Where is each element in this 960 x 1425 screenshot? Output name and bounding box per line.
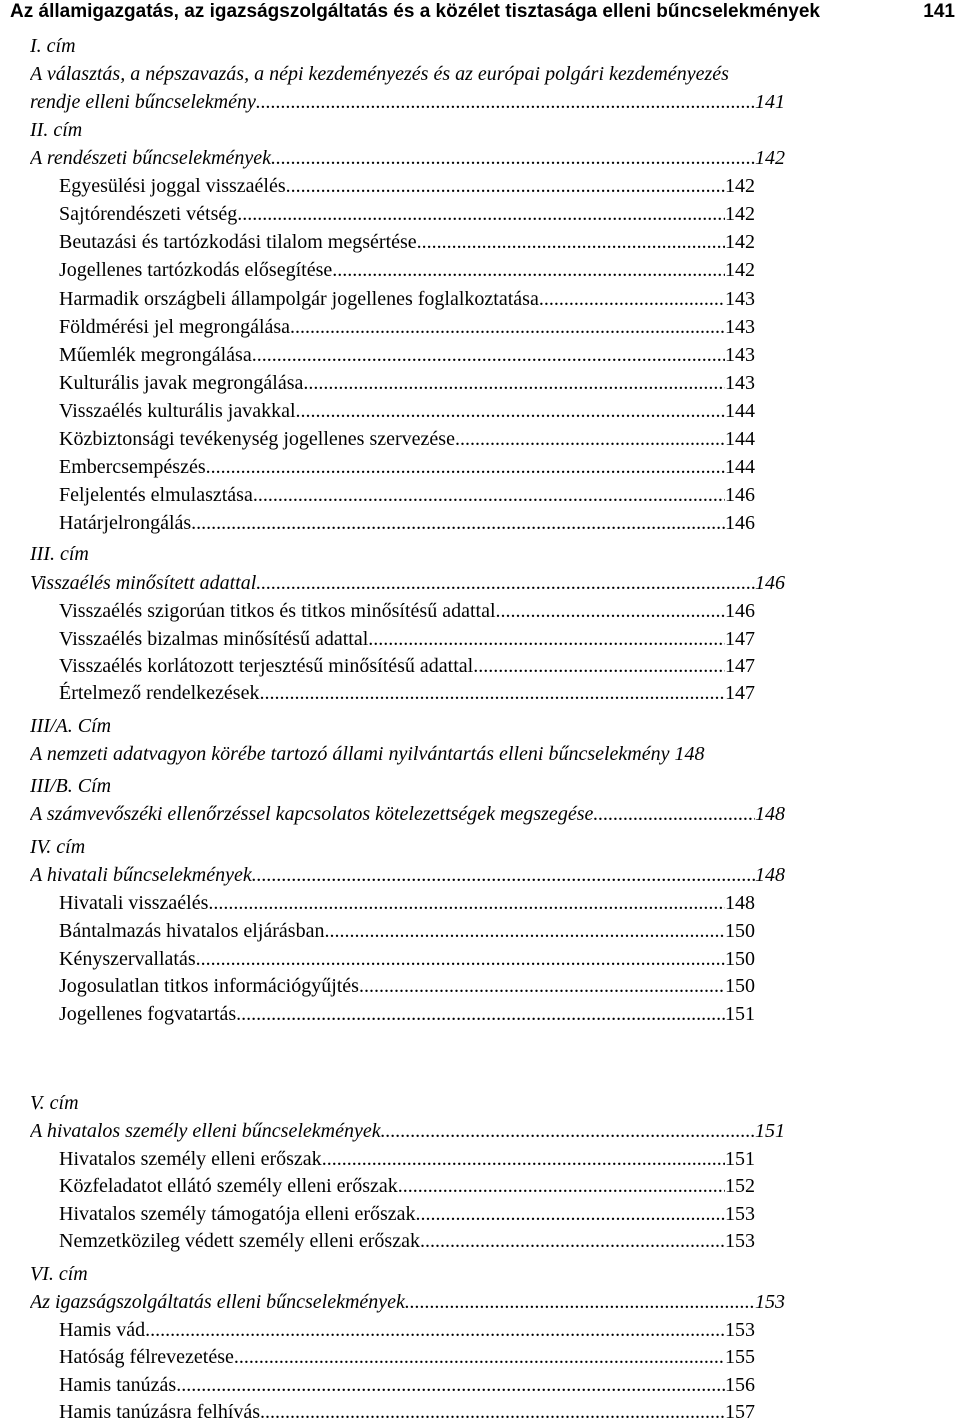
toc-entry [59,598,755,624]
dot-leader [256,89,755,115]
toc-title-line: A választás, a népszavazás, a népi kezdeményezés és az európai polgári kezdeményezés [30,63,729,85]
dot-leader [260,1399,725,1425]
dot-leader [296,398,725,424]
toc-entry-row [59,398,755,424]
toc-entry-row [59,1146,755,1172]
toc-entry-label: Hamis tanúzás [59,1374,177,1396]
toc-entry-label: A számvevőszéki ellenőrzéssel kapcsolatos kötelezettségek megszegése [30,803,594,825]
toc-entry [59,946,755,972]
toc-entry-row [59,229,755,255]
toc-chapter-entry [30,801,785,827]
dot-leader [234,1344,725,1370]
dot-leader [455,426,725,452]
toc-entry [59,1146,755,1172]
toc-entry-row [59,973,755,999]
dot-leader [496,598,725,624]
page-number: 141 [923,1,955,22]
dot-leader [259,680,725,706]
toc-entry-page: 146 [725,600,755,622]
toc-entry [59,1344,755,1370]
toc-entry-label: Közbiztonsági tevékenység jogellenes szervezése [59,428,455,450]
toc-entry [59,454,755,480]
dot-leader [324,918,725,944]
toc-entry-row [59,510,755,536]
toc-entry-label: Visszaélés minősített adattal [30,572,257,594]
toc-entry-page: 153 [725,1203,755,1225]
toc-entry-label: Hivatalos személy elleni erőszak [59,1148,322,1170]
toc-entry-row [59,890,755,916]
dot-leader [303,370,725,396]
toc-entry-page: 142 [755,147,785,169]
dot-leader [405,1289,755,1315]
toc-entry [59,286,755,312]
toc-entry-label: Jogellenes fogvatartás [59,1003,237,1025]
toc-entry-label: Harmadik országbeli állampolgár jogellenes foglalkoztatása [59,288,539,310]
toc-part-heading: III. cím [30,543,89,565]
dot-leader [237,201,725,227]
toc-entry-page: 151 [755,1120,785,1142]
toc-entry-label: Sajtórendészeti vétség [59,203,238,225]
toc-entry-page: 147 [725,628,755,650]
toc-entry [59,257,755,283]
toc-entry-page: 153 [755,1291,785,1313]
toc-part-heading: II. cím [30,119,83,141]
toc-entry-page: 146 [725,484,755,506]
toc-entry-label: Egyesülési joggal visszaélés [59,175,286,197]
toc-part-heading: VI. cím [30,1263,88,1285]
dot-leader [236,1001,725,1027]
toc-entry-row [59,314,755,340]
dot-leader [416,1201,725,1227]
toc-entry-row [59,173,755,199]
dot-leader [359,973,725,999]
dot-leader [256,570,755,596]
toc-entry-page: 150 [725,920,755,942]
toc-entry-row [59,626,755,652]
toc-entry-page: 144 [725,400,755,422]
toc-chapter-entry [30,145,785,171]
toc-entry-page: 151 [725,1148,755,1170]
dot-leader [196,946,725,972]
toc-entry [59,680,755,706]
dot-leader [253,482,725,508]
toc-entry-label: Hatóság félrevezetése [59,1346,234,1368]
toc-entry-label: Földmérési jel megrongálása [59,316,291,338]
toc-entry-label: Jogosulatlan titkos információgyűjtés [59,975,359,997]
dot-leader [271,145,755,171]
toc-entry-row [59,201,755,227]
dot-leader [290,314,725,340]
toc-entry-row [59,1344,755,1370]
toc-entry-row [30,801,785,827]
toc-entry-page: 148 [755,864,785,886]
toc-entry-page: 143 [725,372,755,394]
toc-entry-label: Hivatalos személy támogatója elleni erőszak [59,1203,416,1225]
toc-entry [59,398,755,424]
toc-entry-row [59,1317,755,1343]
toc-entry-page: 143 [725,288,755,310]
toc-entry [59,890,755,916]
dot-leader [322,1146,725,1172]
dot-leader [473,653,725,679]
dot-leader [191,510,725,536]
toc-chapter-entry [30,862,785,888]
toc-entry [59,918,755,944]
toc-entry-row [59,1001,755,1027]
toc-entry [59,342,755,368]
toc-entry-page: 156 [725,1374,755,1396]
toc-entry-row [30,145,785,171]
toc-entry-row [59,370,755,396]
toc-entry [59,482,755,508]
dot-leader [593,801,755,827]
toc-entry-row [59,1201,755,1227]
toc-entry-label: Kulturális javak megrongálása [59,372,304,394]
toc-entry-page: 152 [725,1175,755,1197]
page-header [10,0,955,24]
toc-entry-page: 150 [725,975,755,997]
dot-leader [417,229,725,255]
toc-entry-label: Műemlék megrongálása [59,344,252,366]
toc-part-heading: I. cím [30,35,76,57]
toc-entry-page: 144 [725,456,755,478]
toc-chapter-entry [30,570,785,596]
toc-entry-label: Határjelrongálás [59,512,192,534]
toc-entry [59,1399,755,1425]
toc-entry-row [30,1118,785,1144]
toc-part-heading: III/A. Cím [30,715,112,737]
toc-entry-label: Az igazságszolgáltatás elleni bűncselekmények [30,1291,405,1313]
toc-entry-page: 148 [725,892,755,914]
toc-entry [59,626,755,652]
toc-entry [59,229,755,255]
toc-entry-row [30,862,785,888]
toc-entry-label: Nemzetközileg védett személy elleni erőszak [59,1230,420,1252]
toc-entry [59,173,755,199]
toc-entry [59,201,755,227]
toc-entry-page: 146 [725,512,755,534]
toc-entry-label: Hamis vád [59,1319,146,1341]
toc-entry-page: 141 [755,91,785,113]
toc-title-line: A nemzeti adatvagyon körébe tartozó állami nyilvántartás elleni bűncselekmény 148 [30,743,705,765]
toc-entry-row [59,1399,755,1425]
toc-chapter-entry [30,1289,785,1315]
toc-entry-page: 153 [725,1319,755,1341]
toc-chapter-entry [30,89,785,115]
toc-entry-label: Közfeladatot ellátó személy elleni erőszak [59,1175,398,1197]
toc-part-heading: III/B. Cím [30,775,112,797]
toc-entry-row [59,426,755,452]
toc-entry-page: 143 [725,344,755,366]
toc-entry-label: Visszaélés korlátozott terjesztésű minősítésű adattal [59,655,474,677]
dot-leader [539,286,725,312]
toc-entry-page: 144 [725,428,755,450]
dot-leader [420,1228,725,1254]
toc-entry-label: Visszaélés szigorúan titkos és titkos minősítésű adattal [59,600,496,622]
toc-entry-row [59,653,755,679]
toc-entry-row [59,918,755,944]
dot-leader [381,1118,755,1144]
dot-leader [332,257,725,283]
toc-entry-label: A hivatali bűncselekmények [30,864,252,886]
toc-entry-page: 148 [755,803,785,825]
dot-leader [176,1372,725,1398]
dot-leader [252,342,725,368]
toc-entry-label: Kényszervallatás [59,948,196,970]
toc-entry [59,370,755,396]
toc-entry [59,426,755,452]
toc-entry-label: Hamis tanúzásra felhívás [59,1401,261,1423]
toc-entry [59,1001,755,1027]
toc-entry-label: Beutazási és tartózkodási tilalom megsértése [59,231,417,253]
toc-entry-label: A hivatalos személy elleni bűncselekmények [30,1120,381,1142]
toc-entry-row [59,598,755,624]
toc-entry [59,1201,755,1227]
toc-entry [59,314,755,340]
dot-leader [252,862,755,888]
dot-leader [286,173,725,199]
dot-leader [145,1317,725,1343]
toc-entry-row [59,342,755,368]
toc-entry-page: 143 [725,316,755,338]
toc-entry-page: 146 [755,572,785,594]
toc-entry-label: Jogellenes tartózkodás elősegítése [59,259,333,281]
toc-entry-page: 142 [725,259,755,281]
toc-entry-label: A rendészeti bűncselekmények [30,147,272,169]
toc-entry-page: 155 [725,1346,755,1368]
toc-entry-row [30,570,785,596]
toc-entry-page: 150 [725,948,755,970]
toc-entry-row [59,680,755,706]
toc-entry-row [59,1372,755,1398]
toc-entry-row [30,1289,785,1315]
toc-entry [59,653,755,679]
running-title: Az államigazgatás, az igazságszolgáltatás és a közélet tisztasága elleni bűncselekmények [10,1,820,22]
dot-leader [398,1173,725,1199]
toc-entry-page: 147 [725,682,755,704]
toc-entry [59,973,755,999]
toc-entry-row [59,946,755,972]
toc-entry-row [59,286,755,312]
toc-entry [59,1372,755,1398]
toc-entry-row [59,482,755,508]
toc-entry-page: 153 [725,1230,755,1252]
toc-part-heading: IV. cím [30,836,86,858]
toc-entry [59,1173,755,1199]
toc-entry [59,1317,755,1343]
toc-entry [59,1228,755,1254]
toc-entry [59,510,755,536]
toc-part-heading: V. cím [30,1092,79,1114]
toc-entry-label: rendje elleni bűncselekmény [30,91,256,113]
toc-entry-label: Visszaélés bizalmas minősítésű adattal [59,628,369,650]
dot-leader [206,454,725,480]
toc-entry-row [59,257,755,283]
toc-entry-label: Hivatali visszaélés [59,892,209,914]
toc-entry-label: Embercsempészés [59,456,206,478]
toc-entry-row [59,1228,755,1254]
toc-entry-label: Értelmező rendelkezések [59,682,260,704]
toc-entry-page: 142 [725,231,755,253]
toc-chapter-entry [30,1118,785,1144]
toc-entry-label: Feljelentés elmulasztása [59,484,253,506]
toc-entry-row [59,454,755,480]
dot-leader [368,626,725,652]
toc-entry-page: 157 [725,1401,755,1423]
toc-entry-page: 147 [725,655,755,677]
toc-entry-row [30,89,785,115]
toc-entry-label: Bántalmazás hivatalos eljárásban [59,920,325,942]
toc-entry-row [59,1173,755,1199]
toc-entry-page: 142 [725,203,755,225]
toc-entry-page: 142 [725,175,755,197]
toc-entry-label: Visszaélés kulturális javakkal [59,400,296,422]
dot-leader [208,890,725,916]
toc-entry-page: 151 [725,1003,755,1025]
